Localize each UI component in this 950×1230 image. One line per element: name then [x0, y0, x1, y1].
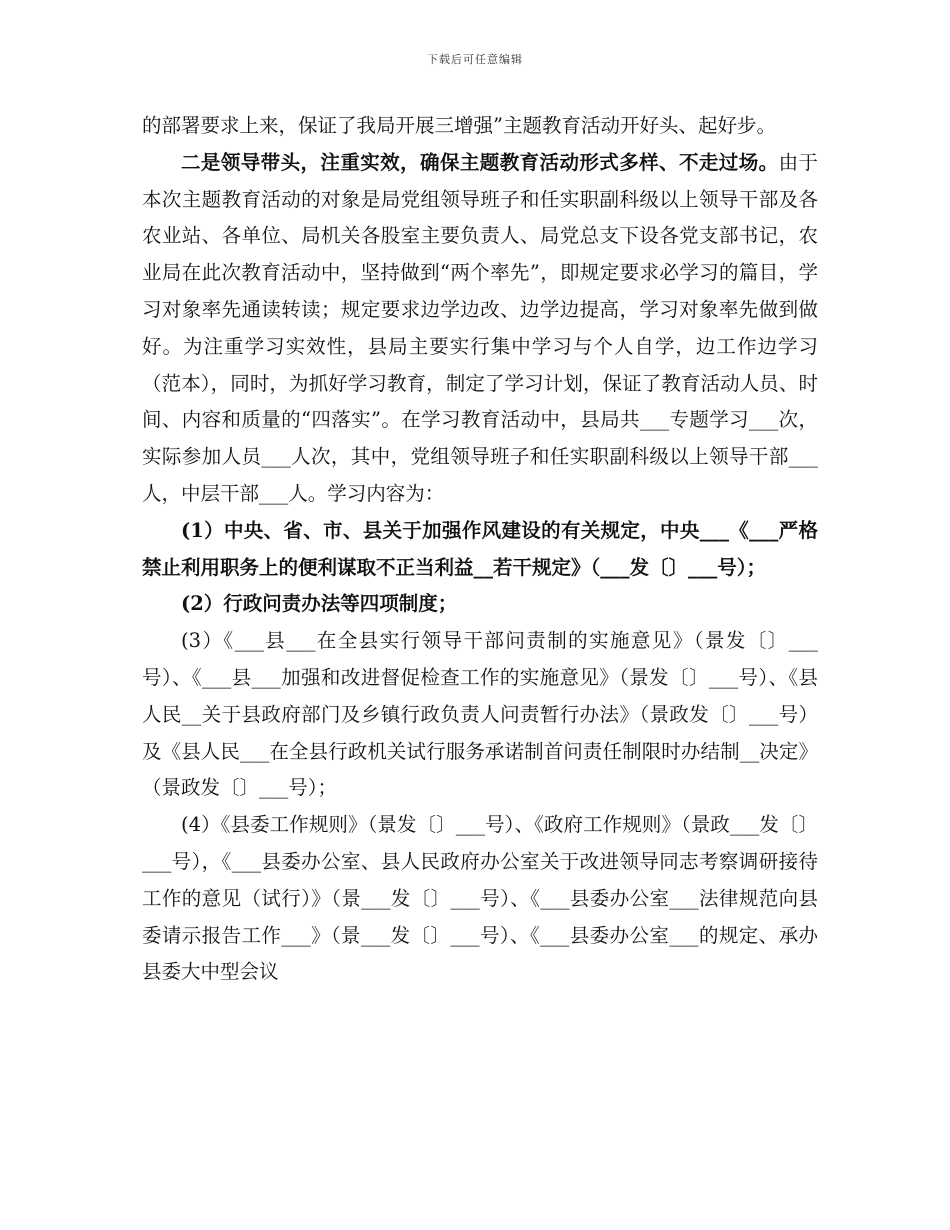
list-item-2: (2）行政问责办法等四项制度； [181, 592, 458, 616]
list-item-4: (4）《县委工作规则》（景发〔〕___号）、《政府工作规则》（景政___发〔〕___号），《___县委办公室、县人民政府办公室关于改进领导同志考察调研接待工作的意见（试行）》（景___发〔〕___号）、《___县委办公室___法律规范向县委请示报告工作___》（景___发〔〕___号）、《___县委办公室___的规定、承办县委大中型会议 [142, 813, 818, 984]
list-item-3: (3）《___县___在全县实行领导干部问责制的实施意见》（景发〔〕___号）、《___县___加强和改进督促检查工作的实施意见》（景发〔〕___号）、《县人民__关于县政府部门及乡镇行政负责人问责暂行办法》（景政发〔〕___号）及《县人民___在全县行政机关试行服务承诺制首问责任制限时办结制__决定》（景政发〔〕___号）； [142, 629, 818, 800]
paragraph-section-two [142, 145, 818, 513]
paragraph-body: 由于本次主题教育活动的对象是局党组领导班子和任实职副科级以上领导干部及各农业站、各单位、局机关各股室主要负责人、局党总支下设各党支部书记，农业局在此次教育活动中，坚持做到“两个率先”，即规定要求必学习的篇目，学习对象率先通读转读；规定要求边学边改、边学边提高，学习对象率先做到做好。为注重学习实效性，县局主要实行集中学习与个人自学，边工作边学习（范本），同时，为抓好学习教育，制定了学习计划，保证了教育活动人员、时间、内容和质量的“四落实”。在学习教育活动中，县局共___专题学习___次，实际参加人员___人次，其中，党组领导班子和任实职副科级以上领导干部___人，中层干部___人。学习内容为： [142, 150, 818, 505]
page-header: 下载后可任意编辑 [427, 53, 523, 66]
list-item-1: (1）中央、省、市、县关于加强作风建设的有关规定，中央___《___严格禁止利用职务上的便利谋取不正当利益__若干规定》（___发〔〕___号）； [142, 518, 818, 579]
paragraph-continuation: 的部署要求上来，保证了我局开展三增强”主题教育活动开好头、起好步。 [142, 114, 776, 137]
document-body [142, 108, 818, 991]
section-heading: 二是领导带头，注重实效，确保主题教育活动形式多样、不走过场。 [181, 150, 779, 174]
